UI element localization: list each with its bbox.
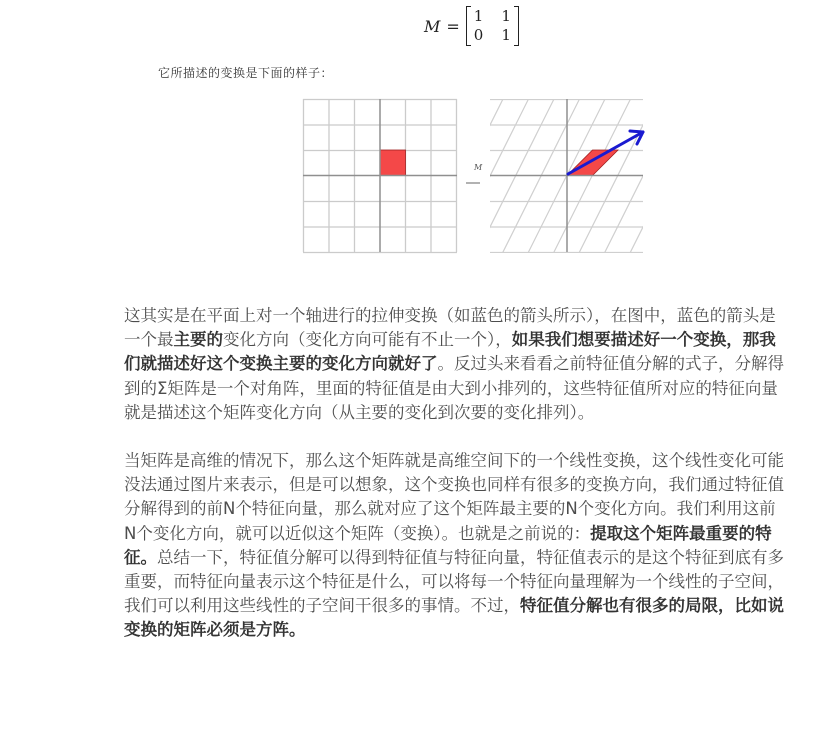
right-sheared-grid xyxy=(363,90,660,270)
paragraph-2 xyxy=(124,449,786,643)
article-body xyxy=(124,304,786,667)
emphasis-text: 特征值分解也有很多的局限，比如说变换的矩阵必须是方阵。 xyxy=(124,596,784,640)
eigenvector-arrow-icon xyxy=(568,131,643,174)
emphasis-text: 如果我们想要描述好一个变换，那我们就描述好这个变换主要的变化方向就好了 xyxy=(124,330,776,374)
text-segment: 总结一下，特征值分解可以得到特征值与特征向量，特征值表示的是这个特征到底有多重要，而特征向量表示这个特征是什么，可以将每一个特征向量理解为一个线性的子空间，我们可以利用这些线性的子空间干很多的事情。不过， xyxy=(124,547,784,616)
matrix xyxy=(466,6,519,46)
formula-equals: = xyxy=(446,16,460,36)
text-segment: 变化方向（变化方向可能有不止一个）， xyxy=(223,330,512,350)
left-axes xyxy=(303,99,457,252)
shear-transform-figure xyxy=(290,90,660,270)
matrix-cell: 0 xyxy=(473,26,484,44)
formula-variable: M xyxy=(424,16,441,36)
right-axes xyxy=(490,99,643,252)
text-segment: 。反过头来看看之前特征值分解的式子，分解得到的Σ矩阵是一个对角阵，里面的特征值是由大到小排列的，这些特征值所对应的特征向量就是描述这个矩阵变化方向（从主要的变化到次要的变化排列）。 xyxy=(124,354,784,422)
matrix-cell: 1 xyxy=(501,26,511,44)
arrow-label: M xyxy=(474,163,483,172)
text-segment: 当矩阵是高维的情况下，那么这个矩阵就是高维空间下的一个线性变换，这个线性变化可能没法通过图片来表示，但是可以想象，这个变换也同样有很多的变换方向，我们通过特征值分解得到的前N个特征向量，那么就对应了这个矩阵最主要的N个变化方向。我们利用这前N个变化方向，就可以近似这个矩阵（变换）。也就是之前说的： xyxy=(124,451,784,543)
emphasis-text: 主要的 xyxy=(173,330,223,350)
paragraph-1 xyxy=(124,304,786,425)
figure-caption: 它所描述的变换是下面的样子： xyxy=(158,66,334,80)
matrix-cell: 1 xyxy=(473,7,484,25)
matrix-formula xyxy=(424,6,519,46)
text-segment: 这其实是在平面上对一个轴进行的拉伸变换（如蓝色的箭头所示），在图中，蓝色的箭头是一个最 xyxy=(124,306,776,350)
unit-square xyxy=(380,150,406,176)
matrix-cell: 1 xyxy=(501,7,511,25)
emphasis-text: 提取这个矩阵最重要的特征。 xyxy=(124,523,772,567)
